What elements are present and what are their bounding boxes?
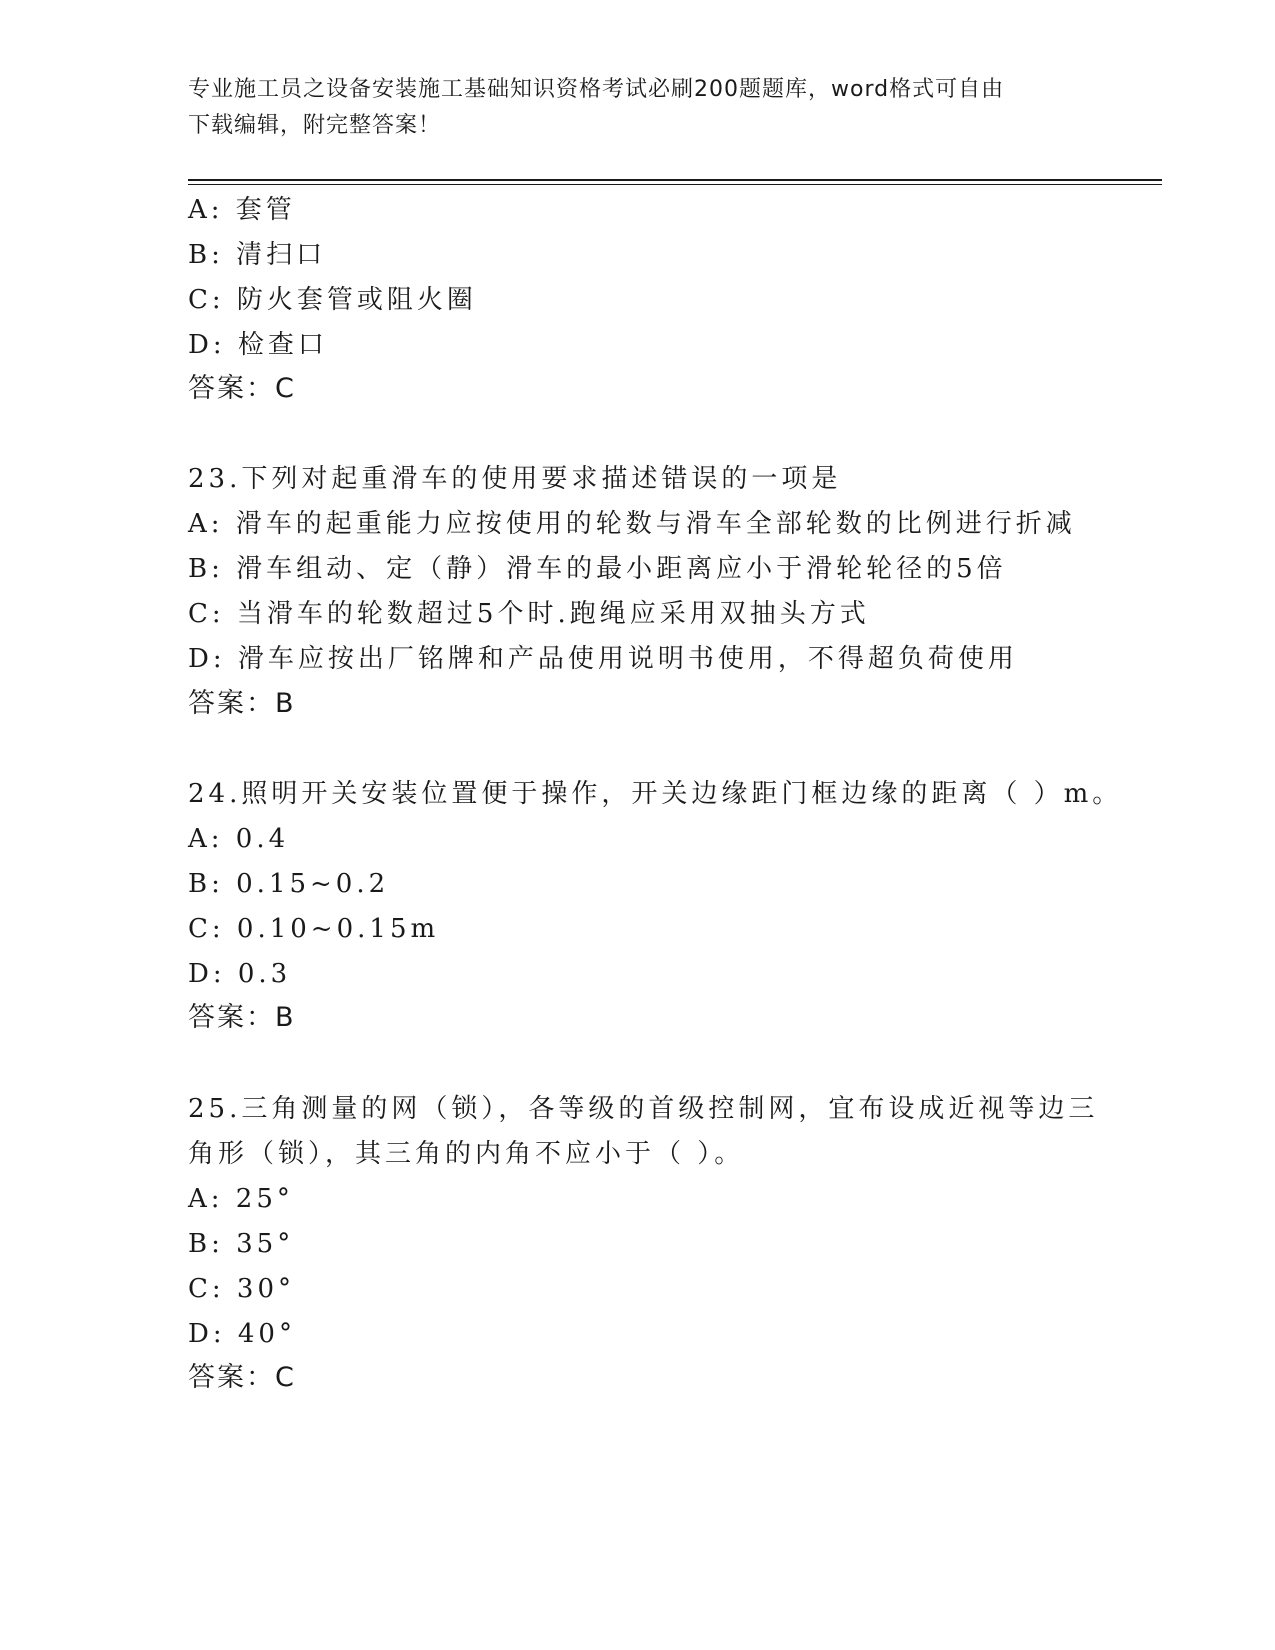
q23-question: 23.下列对起重滑车的使用要求描述错误的一项是 (188, 464, 842, 494)
q23-option-a: A: 滑车的起重能力应按使用的轮数与滑车全部轮数的比例进行折减 (188, 509, 1076, 539)
q25-option-a: A: 25° (188, 1184, 294, 1214)
header-divider-thin (188, 184, 1162, 185)
q24-option-c: C: 0.10~0.15m (188, 914, 440, 944)
q25-question-line-1: 25.三角测量的网（锁），各等级的首级控制网，宜布设成近视等边三 (188, 1094, 1099, 1124)
q22-option-b: B: 清扫口 (188, 240, 327, 270)
document-header (188, 72, 1088, 144)
q23-option-d: D: 滑车应按出厂铭牌和产品使用说明书使用，不得超负荷使用 (188, 644, 1018, 674)
q22-answer: 答案：C (188, 373, 296, 404)
q25-option-b: B: 35° (188, 1229, 295, 1259)
q24-option-b: B: 0.15~0.2 (188, 869, 390, 899)
header-line-2: 下载编辑，附完整答案！ (188, 113, 442, 138)
q22-option-c: C: 防火套管或阻火圈 (188, 285, 477, 315)
q25-answer: 答案：C (188, 1362, 296, 1393)
q25-option-c: C: 30° (188, 1274, 296, 1304)
q23-option-c: C: 当滑车的轮数超过5个时.跑绳应采用双抽头方式 (188, 599, 870, 629)
q24-question: 24.照明开关安装位置便于操作，开关边缘距门框边缘的距离（ ）m。 (188, 779, 1123, 809)
q25-option-d: D: 40° (188, 1319, 296, 1349)
q24-answer: 答案：B (188, 1002, 296, 1033)
q22-option-a: A: 套管 (188, 195, 296, 225)
q24-option-a: A: 0.4 (188, 824, 290, 854)
header-line-1: 专业施工员之设备安装施工基础知识资格考试必刷200题题库，word格式可自由 (188, 77, 1005, 102)
q24-option-d: D: 0.3 (188, 959, 292, 989)
q25-question-line-2: 角形（锁），其三角的内角不应小于（ ）。 (188, 1139, 745, 1169)
q23-option-b: B: 滑车组动、定（静）滑车的最小距离应小于滑轮轮径的5倍 (188, 554, 1007, 584)
header-divider-thick (188, 179, 1162, 181)
q22-option-d: D: 检查口 (188, 330, 328, 360)
q23-answer: 答案：B (188, 688, 296, 719)
